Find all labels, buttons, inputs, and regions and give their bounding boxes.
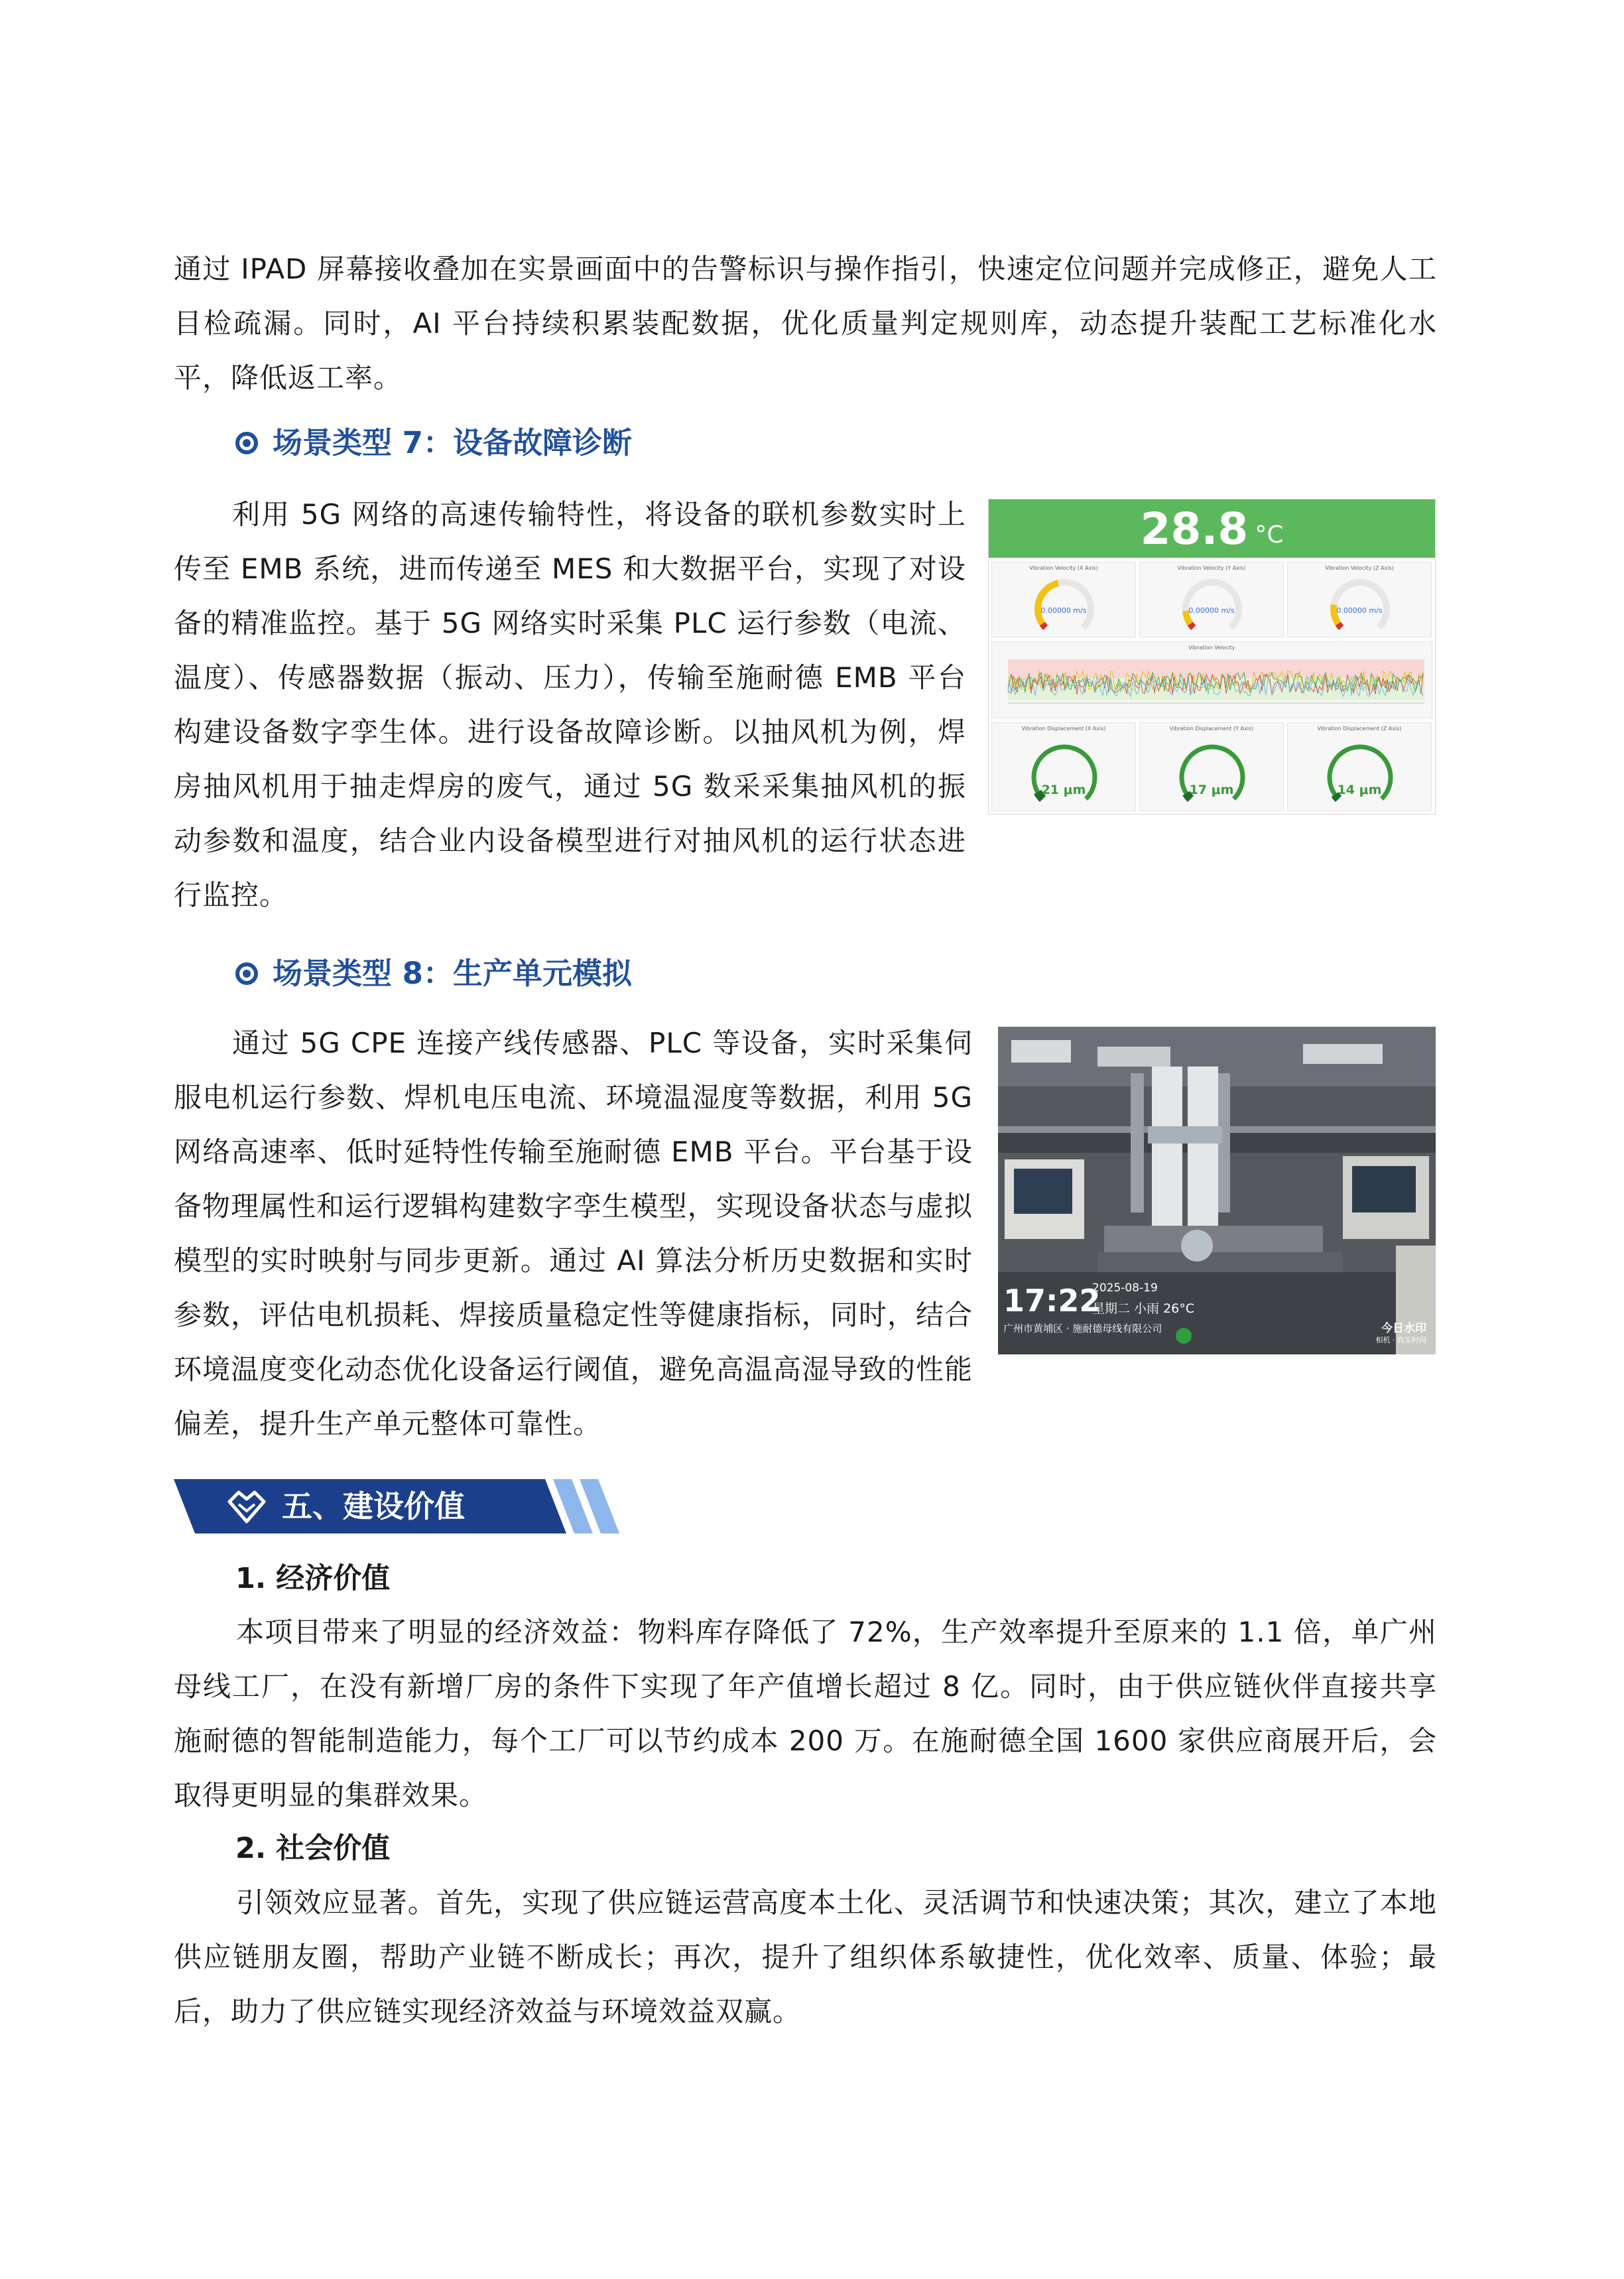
- gauge-value: 0.00000 m/s: [1188, 606, 1235, 615]
- production-cell-photo: [998, 1027, 1436, 1354]
- gauge-title: Vibration Velocity (Z Axis): [1325, 565, 1394, 571]
- social-heading: 2. 社会价值: [235, 1832, 391, 1865]
- vibration-chart: [992, 642, 1432, 718]
- vibration-velocity-gauge: [991, 562, 1136, 637]
- photo-watermark-brand: 今日水印: [1381, 1322, 1426, 1335]
- vibration-velocity-gauge: [1287, 562, 1432, 637]
- gauge-dial: [992, 562, 1137, 635]
- gauge-value: 21 μm: [1041, 783, 1086, 797]
- gauge-title: Vibration Displacement (Z Axis): [1317, 726, 1402, 732]
- vibration-displacement-gauge: [991, 722, 1136, 811]
- monitoring-dashboard: [988, 499, 1436, 814]
- economic-heading: 1. 经济价值: [235, 1562, 391, 1595]
- vibration-chart-panel: [991, 641, 1432, 718]
- scene8-title: 场景类型 8：生产单元模拟: [273, 956, 632, 991]
- scene7-title: 场景类型 7：设备故障诊断: [273, 425, 632, 460]
- gauge-value: 17 μm: [1189, 783, 1234, 797]
- gauge-value: 0.00000 m/s: [1336, 606, 1383, 615]
- gauge-alarm-zone: [1190, 624, 1194, 628]
- vibration-velocity-gauge: [1139, 562, 1284, 637]
- gauge-title: Vibration Displacement (X Axis): [1021, 726, 1106, 732]
- economic-paragraph: 本项目带来了明显的经济效益：物料库存降低了 72%，生产效率提升至原来的 1.1 倍，单广州母线工厂，在没有新增厂房的条件下实现了年产值增长超过 8 亿。同时，由于供应链伙伴直接共享施耐德的智能制造能力，每个工厂可以节约成本 200 万。在施耐德全国 1600 家供应商展开后，会取得更明显的集群效果。: [174, 1616, 1437, 1811]
- vibration-displacement-gauge: [1287, 722, 1432, 811]
- gauge-dial: [1288, 562, 1432, 635]
- temperature-unit: °C: [1255, 521, 1284, 549]
- photo-weather: 星期二 小雨 26°C: [1092, 1301, 1195, 1316]
- scene8-paragraph: 通过 5G CPE 连接产线传感器、PLC 等设备，实时采集伺服电机运行参数、焊机电压电流、环境温湿度等数据，利用 5G 网络高速率、低时延特性传输至施耐德 EMB 平台。平台基于设备物理属性和运行逻辑构建数字孪生模型，实现设备状态与虚拟模型的实时映射与同步更新。通过 AI 算法分析历史数据和实时参数，评估电机损耗、焊接质量稳定性等健康指标，同时，结合环境温度变化动态优化设备运行阈值，避免高温高湿导致的性能偏差，提升生产单元整体可靠性。: [174, 1027, 973, 1440]
- intro-paragraph: 通过 IPAD 屏幕接收叠加在实景画面中的告警标识与操作指引，快速定位问题并完成修正，避免人工目检疏漏。同时，AI 平台持续积累装配数据，优化质量判定规则库，动态提升装配工艺标准化水平，降低返工率。: [174, 253, 1437, 394]
- vibration-displacement-gauge: [1139, 722, 1284, 811]
- gauge-alarm-zone: [1042, 624, 1046, 628]
- scene8-heading: [235, 954, 632, 994]
- temperature-value: 28.8: [1140, 503, 1249, 554]
- gauge-track: [1334, 582, 1387, 627]
- gauge-title: Vibration Displacement (Y Axis): [1169, 726, 1254, 732]
- scene7-heading: [235, 423, 632, 463]
- gauge-value: 14 μm: [1337, 783, 1382, 797]
- gauge-fill: [1038, 583, 1058, 627]
- photo-time: 17:22: [1003, 1283, 1101, 1319]
- gauge-dial: [1140, 562, 1284, 635]
- temperature-panel: [989, 499, 1435, 558]
- gauge-title: Vibration Velocity (X Axis): [1029, 565, 1098, 571]
- photo-date: 2025-08-19: [1092, 1281, 1158, 1295]
- gauge-value: 0.00000 m/s: [1040, 606, 1087, 615]
- gauge-alarm-zone: [1338, 624, 1342, 628]
- gauge-title: Vibration Velocity (Y Axis): [1177, 565, 1246, 571]
- scene7-paragraph: 利用 5G 网络的高速传输特性，将设备的联机参数实时上传至 EMB 系统，进而传递至 MES 和大数据平台，实现了对设备的精准监控。基于 5G 网络实时采集 PLC 运行参数（电流、温度）、传感器数据（振动、压力），传输至施耐德 EMB 平台构建设备数字孪生体。进行设备故障诊断。以抽风机为例，焊房抽风机用于抽走焊房的废气，通过 5G 数采采集抽风机的振动参数和温度，结合业内设备模型进行对抽风机的运行状态进行监控。: [174, 498, 966, 911]
- vibration-chart-title: Vibration Velocity: [1188, 645, 1235, 651]
- social-paragraph: 引领效应显著。首先，实现了供应链运营高度本土化、灵活调节和快速决策；其次，建立了本地供应链朋友圈，帮助产业链不断成长；再次，提升了组织体系敏捷性，优化效率、质量、体验；最后，助力了供应链实现经济效益与环境效益双赢。: [174, 1886, 1437, 2028]
- photo-watermark-sub: 相机 · 真实时间: [1375, 1336, 1426, 1344]
- photo-location: 广州市黄埔区 · 施耐德母线有限公司: [1003, 1323, 1162, 1335]
- target-bullet-icon: [235, 962, 258, 985]
- section5-title: 五、建设价值: [282, 1488, 465, 1524]
- target-bullet-icon: [235, 432, 258, 454]
- gauge-track: [1186, 582, 1239, 627]
